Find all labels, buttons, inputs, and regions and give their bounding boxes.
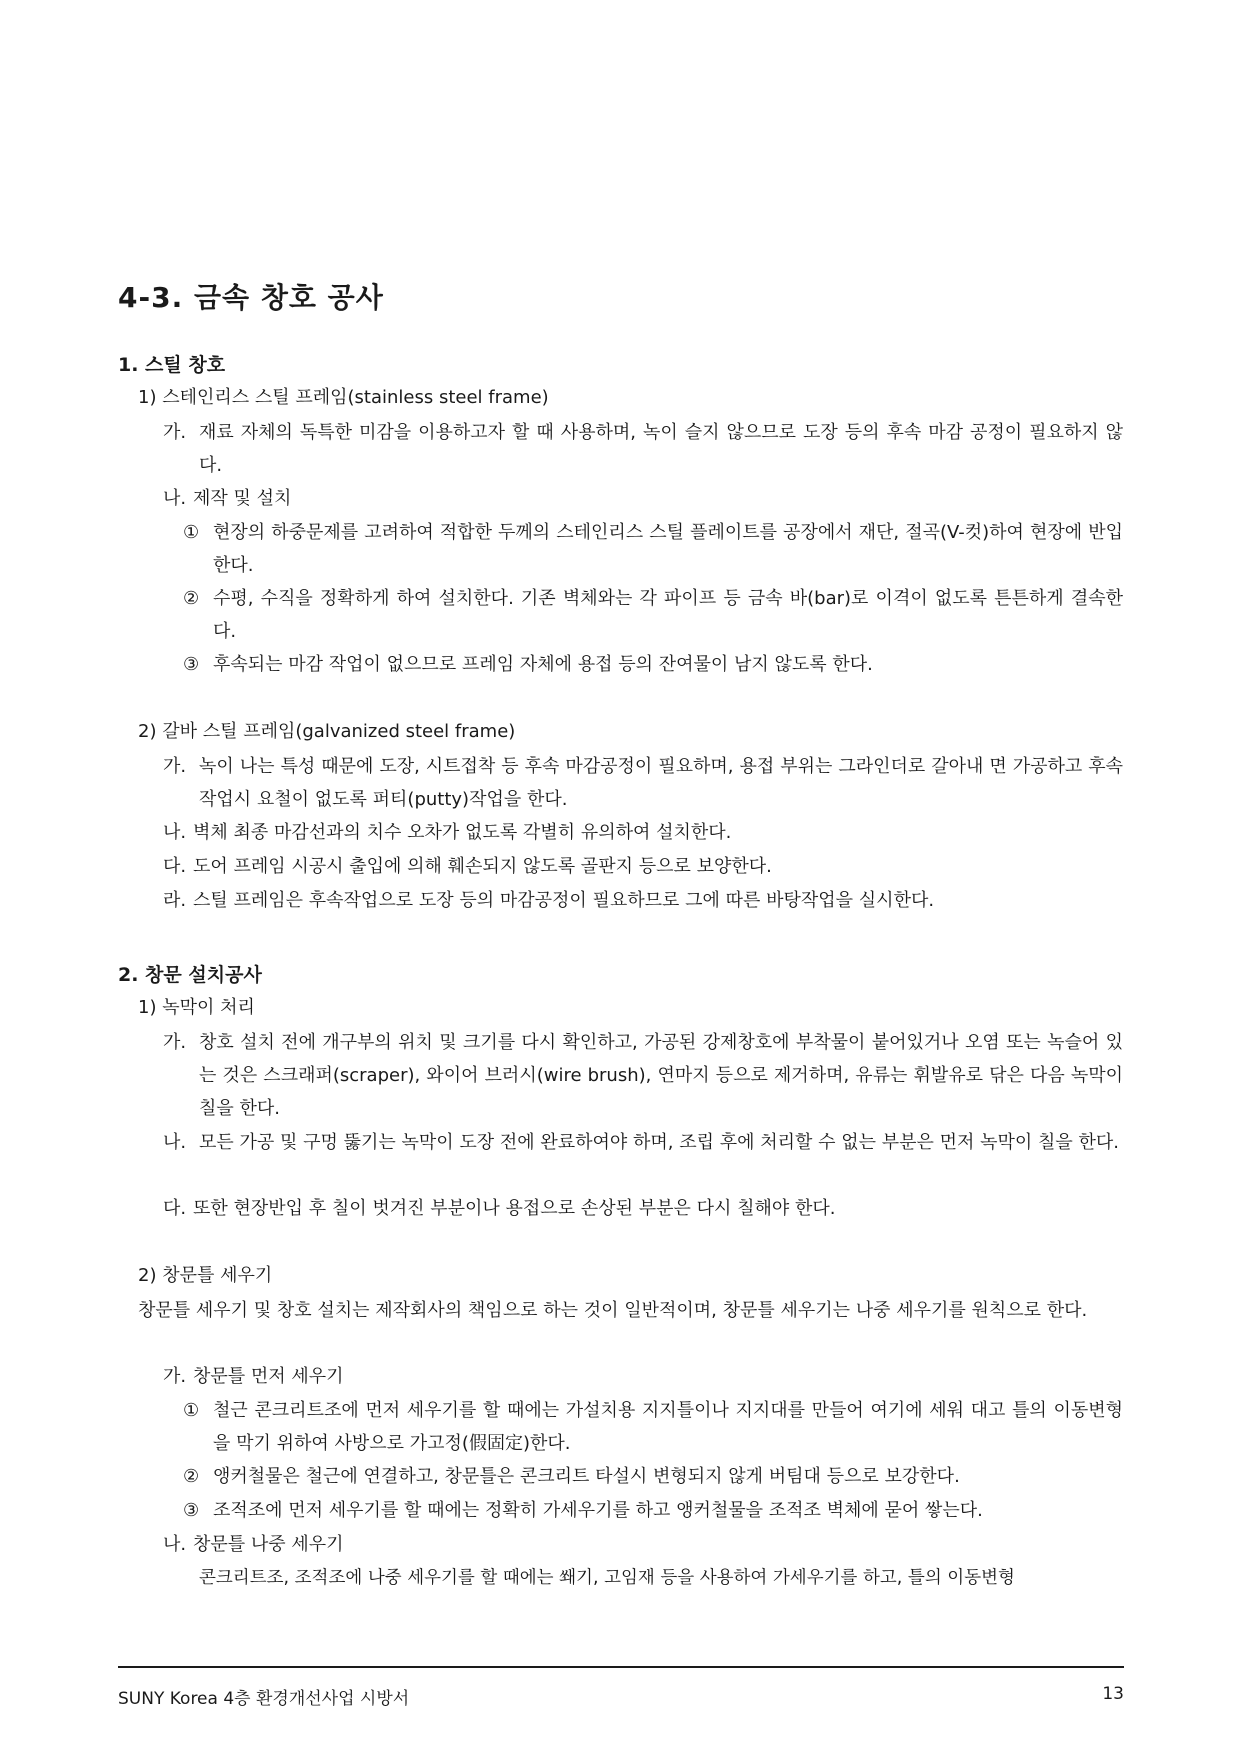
list-marker: 다.: [163, 1198, 187, 1219]
section1-sub1-circle-1: [183, 516, 1123, 582]
section1-sub1-na: [163, 482, 1123, 515]
section1-sub1-circle-3: [183, 648, 1123, 681]
list-marker: 다.: [163, 856, 187, 877]
section2-heading: 2. 창문 설치공사: [118, 964, 262, 986]
list-text: 모든 가공 및 구멍 뚫기는 녹막이 도장 전에 완료하여야 하며, 조립 후에 처리할 수 없는 부분은 먼저 녹막이 칠을 한다.: [199, 1132, 1119, 1153]
list-marker: 나.: [163, 488, 187, 509]
list-text: 창호 설치 전에 개구부의 위치 및 크기를 다시 확인하고, 가공된 강제창호에 부착물이 붙어있거나 오염 또는 녹슬어 있는 것은 스크래퍼(scraper), 와이어 브러시(wire brush), 연마지 등으로 제거하며, 유류는 휘발유로 닦은 다음 녹막이 칠을 한다.: [199, 1032, 1123, 1119]
list-marker: ③: [183, 1500, 200, 1521]
list-marker: ①: [183, 522, 200, 543]
list-text: 도어 프레임 시공시 출입에 의해 훼손되지 않도록 골판지 등으로 보양한다.: [193, 856, 772, 877]
list-text: 창문틀 나중 세우기: [193, 1534, 344, 1555]
list-text: 앵커철물은 철근에 연결하고, 창문틀은 콘크리트 타설시 변형되지 않게 버팀대 등으로 보강한다.: [213, 1466, 960, 1487]
section1-sub2-ra: [163, 884, 1123, 917]
page-number: 13: [1102, 1684, 1124, 1704]
list-text: 스틸 프레임은 후속작업으로 도장 등의 마감공정이 필요하므로 그에 따른 바탕작업을 실시한다.: [193, 890, 935, 911]
list-text: 재료 자체의 독특한 미감을 이용하고자 할 때 사용하며, 녹이 슬지 않으므로 도장 등의 후속 마감 공정이 필요하지 않다.: [199, 422, 1123, 476]
footer-document-title: SUNY Korea 4층 환경개선사업 시방서: [118, 1689, 410, 1709]
section2-sub1-ga: [163, 1026, 1123, 1125]
list-marker: ②: [183, 588, 200, 609]
footer-divider: [118, 1666, 1124, 1668]
section2-sub1-heading: 1) 녹막이 처리: [138, 997, 255, 1018]
list-text: 녹이 나는 특성 때문에 도장, 시트접착 등 후속 마감공정이 필요하며, 용접 부위는 그라인더로 갈아내 면 가공하고 후속 작업시 요철이 없도록 퍼티(putty)작업을 한다.: [199, 756, 1123, 810]
section2-sub2-ga: [163, 1360, 1123, 1393]
list-text: 후속되는 마감 작업이 없으므로 프레임 자체에 용접 등의 잔여물이 남지 않도록 한다.: [213, 654, 873, 675]
page-title: 4-3. 금속 창호 공사: [118, 281, 384, 314]
list-text: 창문틀 먼저 세우기: [193, 1366, 344, 1387]
section2-sub1-da: [163, 1192, 1123, 1225]
section1-sub2-da: [163, 850, 1123, 883]
section1-sub1-ga: [163, 416, 1123, 482]
list-marker: 나.: [163, 1132, 187, 1153]
list-text: 조적조에 먼저 세우기를 할 때에는 정확히 가세우기를 하고 앵커철물을 조적조 벽체에 묻어 쌓는다.: [213, 1500, 983, 1521]
section1-sub1-circle-2: [183, 582, 1123, 648]
section2-sub2-circle-1: [183, 1394, 1123, 1460]
list-text: 수평, 수직을 정확하게 하여 설치한다. 기존 벽체와는 각 파이프 등 금속 바(bar)로 이격이 없도록 튼튼하게 결속한다.: [213, 588, 1123, 642]
section2-sub2-circle-3: [183, 1494, 1123, 1527]
list-marker: 나.: [163, 1534, 187, 1555]
list-text: 철근 콘크리트조에 먼저 세우기를 할 때에는 가설치용 지지틀이나 지지대를 만들어 여기에 세워 대고 틀의 이동변형을 막기 위하여 사방으로 가고정(假固定)한다.: [213, 1400, 1123, 1454]
section2-sub2-na-body: 콘크리트조, 조적조에 나중 세우기를 할 때에는 쐐기, 고임재 등을 사용하여 가세우기를 하고, 틀의 이동변형: [199, 1568, 1015, 1588]
section1-sub2-heading: 2) 갈바 스틸 프레임(galvanized steel frame): [138, 721, 516, 742]
list-text: 또한 현장반입 후 칠이 벗겨진 부분이나 용접으로 손상된 부분은 다시 칠해야 한다.: [193, 1198, 836, 1219]
list-marker: 가.: [163, 1032, 187, 1053]
list-marker: 가.: [163, 756, 187, 777]
list-marker: ②: [183, 1466, 200, 1487]
section2-sub2-intro: 창문틀 세우기 및 창호 설치는 제작회사의 책임으로 하는 것이 일반적이며, 창문틀 세우기는 나중 세우기를 원칙으로 한다.: [138, 1300, 1088, 1321]
list-marker: 라.: [163, 890, 187, 911]
section1-sub2-na: [163, 816, 1123, 849]
list-marker: 가.: [163, 1366, 187, 1387]
section2-sub2-heading: 2) 창문틀 세우기: [138, 1265, 273, 1286]
section1-heading: 1. 스틸 창호: [118, 354, 226, 376]
section2-sub2-circle-2: [183, 1460, 1123, 1493]
list-text: 제작 및 설치: [193, 488, 292, 509]
section1-sub1-heading: 1) 스테인리스 스틸 프레임(stainless steel frame): [138, 387, 549, 408]
section1-sub2-ga: [163, 750, 1123, 816]
section2-sub1-na: [163, 1126, 1123, 1159]
section2-sub2-na: [163, 1528, 1123, 1561]
list-text: 현장의 하중문제를 고려하여 적합한 두께의 스테인리스 스틸 플레이트를 공장에서 재단, 절곡(V-컷)하여 현장에 반입한다.: [213, 522, 1123, 576]
list-marker: ③: [183, 654, 200, 675]
list-marker: ①: [183, 1400, 200, 1421]
list-marker: 나.: [163, 822, 187, 843]
list-text: 벽체 최종 마감선과의 치수 오차가 없도록 각별히 유의하여 설치한다.: [193, 822, 732, 843]
list-marker: 가.: [163, 422, 187, 443]
